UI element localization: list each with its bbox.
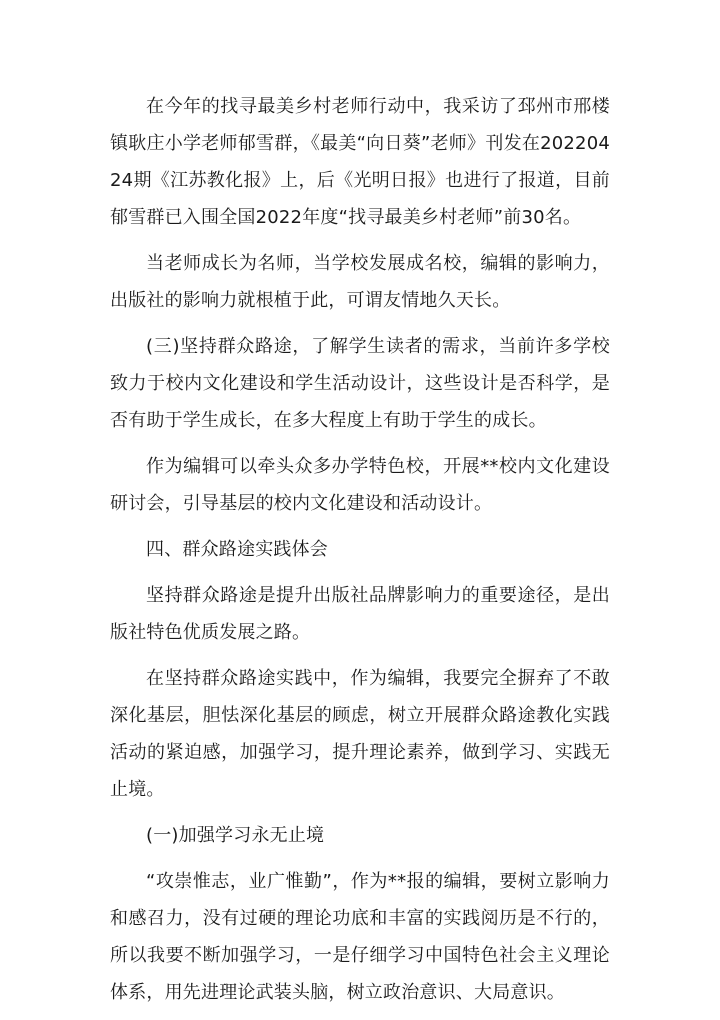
paragraph-brand-influence: 坚持群众路途是提升出版社品牌影响力的重要途径，是出版社特色优质发展之路。 [110,585,610,643]
subsection-heading-study: (一)加强学习永无止境 [146,825,325,846]
document-body [110,88,610,1020]
paragraph-influence: 当老师成长为名师，当学校发展成名校，编辑的影响力，出版社的影响力就根植于此，可谓友情地久天长。 [110,253,610,311]
paragraph-seminar: 作为编辑可以牵头众多办学特色校，开展**校内文化建设研讨会，引导基层的校内文化建设和活动设计。 [110,456,610,514]
paragraph-interview: 在今年的找寻最美乡村老师行动中，我采访了邳州市邢楼镇耿庄小学老师郁雪群，《最美“向日葵”老师》刊发在20220424期《江苏教化报》上，后《光明日报》也进行了报道，目前郁雪群已入围全国2022年度“找寻最美乡村老师”前30名。 [110,96,610,228]
paragraph-study: “攻崇惟志，业广惟勤”，作为**报的编辑，要树立影响力和感召力，没有过硬的理论功底和丰富的实践阅历是不行的，所以我要不断加强学习，一是仔细学习中国特色社会主义理论体系，用先进理论武装头脑，树立政治意识、大局意识。 [110,871,610,1003]
paragraph-mass-line-needs: (三)坚持群众路途，了解学生读者的需求，当前许多学校致力于校内文化建设和学生活动设计，这些设计是否科学，是否有助于学生成长，在多大程度上有助于学生的成长。 [110,336,610,431]
section-heading-practice: 四、群众路途实践体会 [146,539,328,560]
paragraph-practice: 在坚持群众路途实践中，作为编辑，我要完全摒弃了不敢深化基层，胆怯深化基层的顾虑，树立开展群众路途教化实践活动的紧迫感，加强学习，提升理论素养，做到学习、实践无止境。 [110,668,610,800]
